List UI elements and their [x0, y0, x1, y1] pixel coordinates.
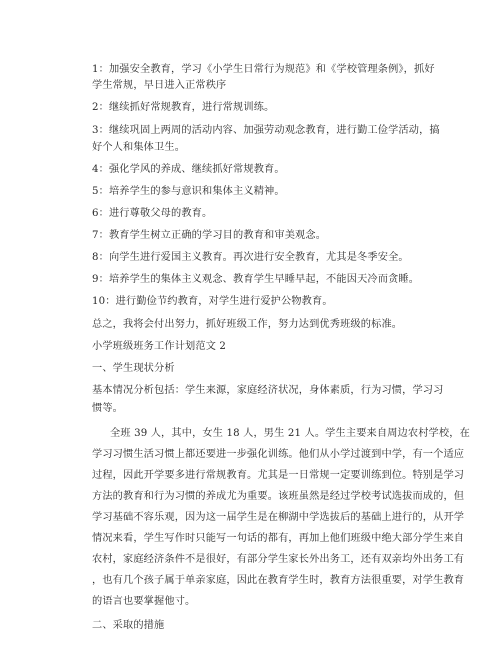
text-line: ，也有几个孩子属于单亲家庭，因此在教育学生时，教育方法很重要，对学生教育 — [92, 575, 465, 586]
text-line: 惯等。 — [92, 403, 124, 414]
text-line: 学习习惯生活习惯上都还要进一步强化训练。他们从小学过渡到中学，有一个适应 — [92, 449, 465, 460]
section-heading: 一、学生现状分析 — [92, 363, 175, 374]
text-line: 全班 39 人，其中，女生 18 人，男生 21 人。学生主要来自周边农村学校，在 — [110, 428, 470, 439]
text-line: 总之，我将会付出努力，抓好班级工作，努力达到优秀班级的标准。 — [92, 319, 403, 330]
text-line: 9：培养学生的集体主义观念、教育学生早睡早起，不能因天冷而贪睡。 — [92, 274, 420, 285]
text-line: 基本情况分析包括：学生来源，家庭经济状况，身体素质，行为习惯，学习习 — [92, 385, 444, 396]
text-line: 8：向学生进行爱国主义教育。再次进行安全教育，尤其是冬季安全。 — [92, 252, 409, 263]
text-line: 农村，家庭经济条件不是很好，有部分学生家长外出务工，还有双亲均外出务工有 — [92, 554, 465, 565]
text-line: 方法的教育和行为习惯的养成尤为重要。该班虽然是经过学校考试选拔而成的，但 — [92, 491, 465, 502]
text-line: 的语言也要掌握他寸。 — [92, 596, 196, 607]
section-title: 小学班级班务工作计划范文 2 — [92, 341, 227, 352]
text-line: 2：继续抓好常规教育，进行常规训练。 — [92, 102, 275, 113]
text-line: 好个人和集体卫生。 — [92, 142, 186, 153]
text-line: 7：教育学生树立正确的学习目的教育和审美观念。 — [92, 230, 327, 241]
text-line: 6：进行尊敬父母的教育。 — [92, 208, 213, 219]
text-line: 1：加强安全教育，学习《小学生日常行为规范》和《学校管理条例》，抓好 — [92, 64, 435, 75]
text-line: 过程，因此开学要多进行常规教育。尤其是一日常规一定要训练到位。特别是学习 — [92, 470, 465, 481]
text-line: 学生常规，早日进入正常秩序 — [92, 80, 227, 91]
text-line: 3：继续巩固上两周的活动内容、加强劳动观念教育，进行勤工俭学活动，搞 — [92, 125, 440, 136]
section-heading: 二、采取的措施 — [92, 620, 165, 631]
text-line: 5：培养学生的参与意识和集体主义精神。 — [92, 186, 285, 197]
text-line: 10：进行勤俭节约教育，对学生进行爱护公物教育。 — [92, 296, 333, 307]
text-line: 情况来看，学生写作时只能写一句话的都有，再加上他们班级中绝大部分学生来自 — [92, 533, 465, 544]
text-line: 4：强化学风的养成、继续抓好常规教育。 — [92, 164, 285, 175]
text-line: 学习基础不容乐观，因为这一届学生是在柳湖中学选拔后的基础上进行的，从开学 — [92, 512, 465, 523]
